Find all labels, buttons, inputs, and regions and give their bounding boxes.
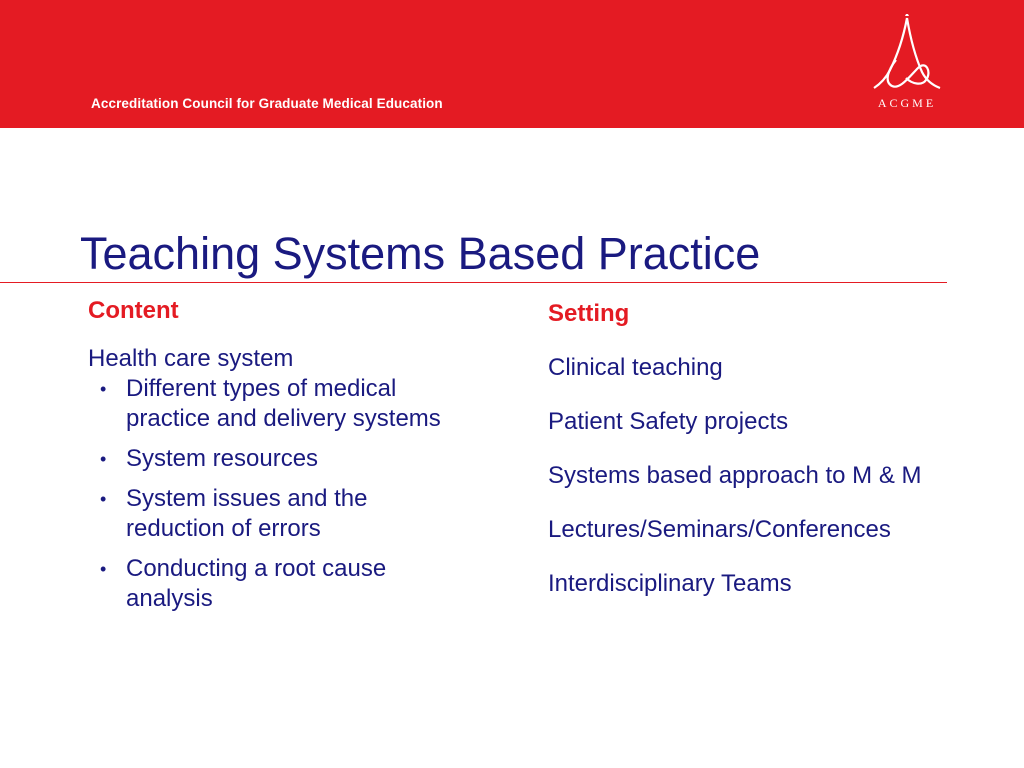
bullet-icon: • — [100, 559, 107, 579]
content-bullet-list — [88, 374, 488, 614]
bullet-text: Conducting a root cause analysis — [126, 555, 387, 612]
list-item: Lectures/Seminars/Conferences — [548, 516, 891, 543]
setting-list — [548, 353, 1018, 599]
header-banner — [0, 0, 1024, 128]
slide-title: Teaching Systems Based Practice — [80, 228, 761, 279]
acgme-logo — [866, 14, 948, 114]
organization-name: Accreditation Council for Graduate Medical Education — [91, 96, 443, 111]
list-item — [88, 374, 466, 434]
list-item — [88, 484, 466, 544]
list-item: Systems based approach to M & M — [548, 462, 922, 489]
list-item — [88, 554, 466, 614]
bullet-text: System resources — [126, 445, 319, 472]
logo-text: ACGME — [877, 96, 937, 110]
list-item — [88, 444, 466, 474]
acgme-logo-icon — [866, 14, 948, 96]
bullet-icon: • — [100, 379, 107, 399]
setting-heading: Setting — [548, 300, 630, 327]
content-column — [88, 296, 488, 614]
bullet-text: System issues and the reduction of errors — [126, 485, 368, 542]
list-item: Patient Safety projects — [548, 408, 789, 435]
list-item: Interdisciplinary Teams — [548, 570, 792, 597]
title-divider — [0, 282, 947, 283]
content-heading: Content — [88, 297, 179, 324]
bullet-icon: • — [100, 489, 107, 509]
content-label: Health care system — [88, 345, 294, 372]
setting-column — [548, 299, 1018, 599]
list-item: Clinical teaching — [548, 354, 723, 381]
bullet-icon: • — [100, 449, 107, 469]
bullet-text: Different types of medical practice and delivery systems — [126, 375, 441, 432]
